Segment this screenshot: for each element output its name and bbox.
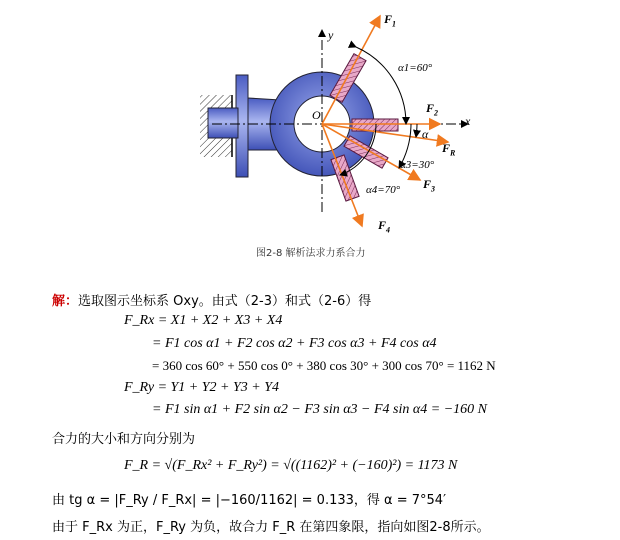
eq-frx-def: F_Rx = X1 + X2 + X3 + X4 xyxy=(124,313,283,328)
eq-fry-sub: = F1 sin α1 + F2 sin α2 − F3 sin α3 − F4 sin α4 = −160 N xyxy=(152,402,487,417)
label-f2: $F_2$ xyxy=(426,101,439,118)
solution-intro: 选取图示坐标系 Oxy。由式（2-3）和式（2-6）得 xyxy=(78,294,372,309)
solution-intro-line xyxy=(52,290,371,309)
label-alpha: α xyxy=(422,127,429,141)
eq-frx-sub: = F1 cos α1 + F2 cos α2 + F3 cos α3 + F4 cos α4 xyxy=(152,336,437,351)
eq-direction: 由 tg α = |F_Ry / F_Rx| = |−160/1162| = 0.133，得 α = 7°54′ xyxy=(52,493,447,508)
label-y: y xyxy=(328,28,334,42)
shaft xyxy=(208,108,238,138)
conclusion: 由于 F_Rx 为正，F_Ry 为负，故合力 F_R 在第四象限，指向如图2-8所示。 xyxy=(52,520,490,535)
figure-caption: 图2-8 解析法求力系合力 xyxy=(256,248,366,259)
alpha-arc xyxy=(416,124,417,137)
label-alpha3: α3=30° xyxy=(400,159,435,171)
label-f1: $F_1$ xyxy=(384,12,397,29)
figure-diagram xyxy=(0,0,620,265)
label-alpha1: α1=60° xyxy=(398,62,433,74)
label-f3: $F_3$ xyxy=(423,177,436,194)
solution-lead: 解： xyxy=(52,294,79,309)
label-fr: $F_R$ xyxy=(442,141,456,158)
eq-magnitude: F_R = √(F_Rx² + F_Ry²) = √((1162)² + (−160)²) = 1173 N xyxy=(124,458,458,473)
label-f4: $F_4$ xyxy=(378,218,391,235)
label-x: x xyxy=(465,114,471,128)
label-alpha4: α4=70° xyxy=(366,184,401,196)
magnitude-intro: 合力的大小和方向分别为 xyxy=(52,432,196,447)
label-origin: O xyxy=(312,108,321,122)
eq-fry-def: F_Ry = Y1 + Y2 + Y3 + Y4 xyxy=(124,380,279,395)
eq-frx-num: = 360 cos 60° + 550 cos 0° + 380 cos 30° + 300 cos 70° = 1162 N xyxy=(152,358,496,373)
